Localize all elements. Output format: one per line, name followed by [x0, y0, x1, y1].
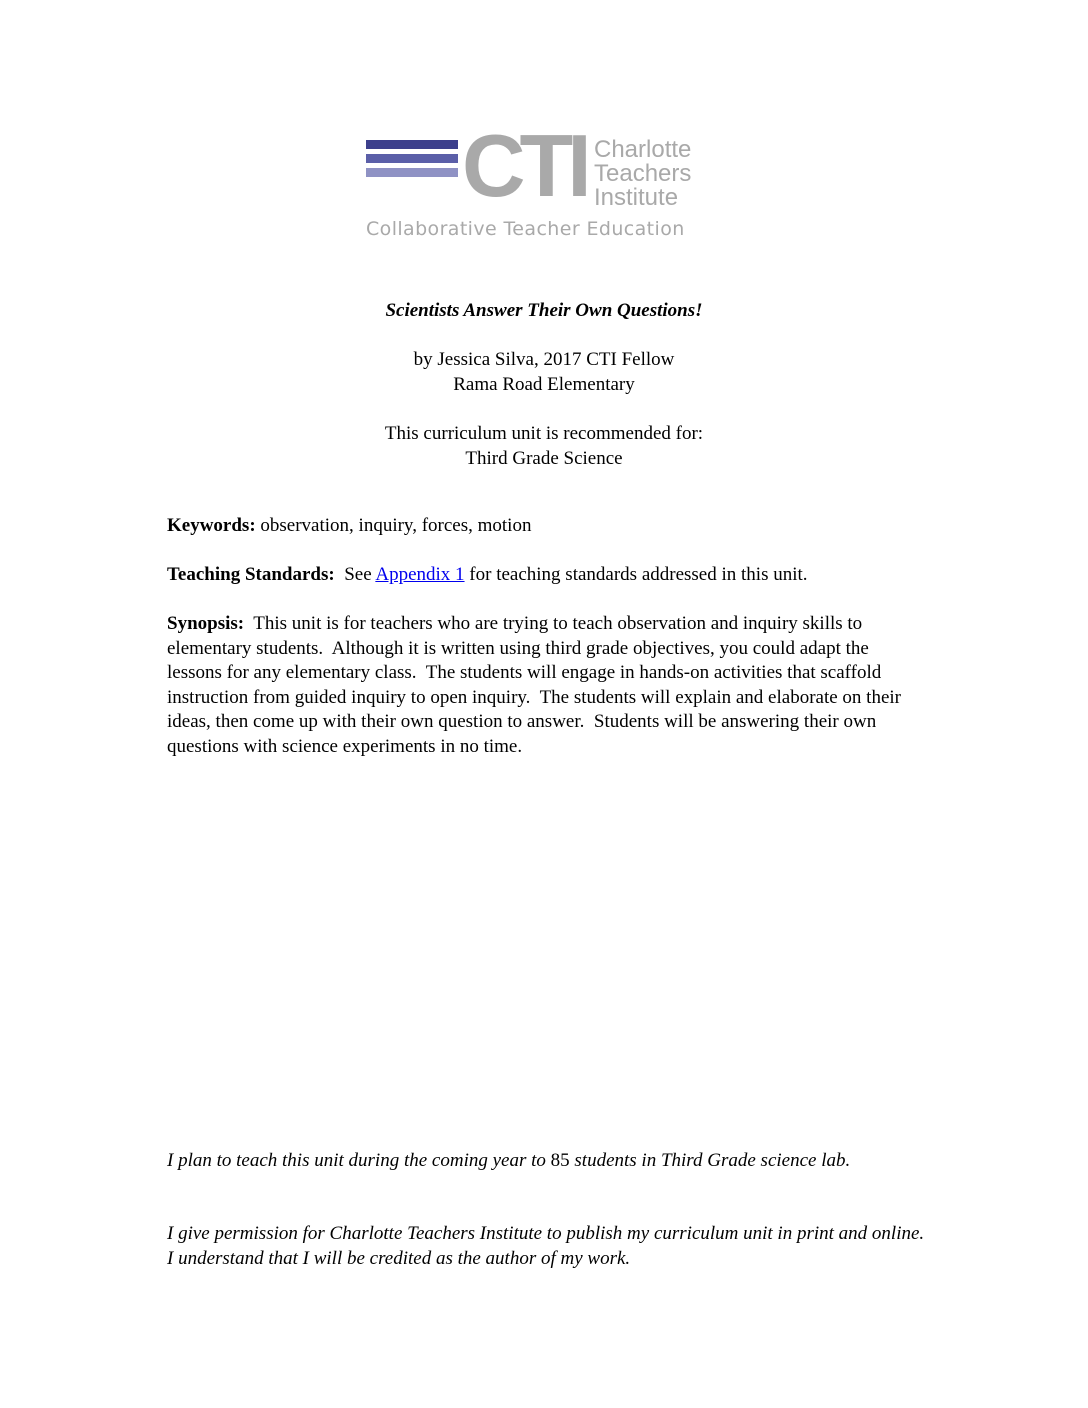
appendix-link[interactable]: Appendix 1 — [375, 564, 465, 585]
school-line: Rama Road Elementary — [453, 374, 635, 395]
logo-org-line-3: Institute — [594, 184, 679, 211]
logo-bar-3 — [366, 168, 458, 177]
recommendation-line-2: Third Grade Science — [465, 448, 623, 469]
standards-post: for teaching standards addressed in this unit. — [464, 564, 808, 585]
plan-statement — [167, 1149, 927, 1174]
unit-title: Scientists Answer Their Own Questions! — [385, 300, 703, 321]
standards-label: Teaching Standards: — [167, 564, 335, 585]
logo-bar-2 — [366, 154, 458, 163]
logo-tagline: Collaborative Teacher Education — [366, 218, 685, 240]
plan-pre: I plan to teach this unit during the coming year to — [167, 1150, 551, 1171]
logo-org-name — [594, 138, 691, 210]
keywords-label: Keywords: — [167, 515, 256, 536]
recommendation — [0, 421, 1088, 471]
author-line: by Jessica Silva, 2017 CTI Fellow — [413, 349, 675, 370]
logo-bar-1 — [366, 140, 458, 149]
synopsis-label: Synopsis: — [167, 613, 245, 634]
logo-mark: CTI — [462, 116, 586, 215]
byline — [0, 347, 1088, 397]
logo-org-line-1: Charlotte — [594, 136, 692, 163]
synopsis-paragraph — [167, 612, 927, 759]
keywords-text: observation, inquiry, forces, motion — [255, 515, 532, 536]
synopsis-text: This unit is for teachers who are trying to teach observation and inquiry skills to elementary students. Although it is written using third grade objectives, you could adapt the lessons for any elementary class. The students will engage in hands-on activities that scaffold instruction from guided inquiry to open inquiry. The students will explain and elaborate on their ideas, then come up with their own question to answer. Students will be answering their own questions with science experiments in no time. — [167, 613, 906, 757]
keywords-paragraph — [167, 514, 927, 539]
logo-org-line-2: Teachers — [594, 160, 692, 187]
standards-paragraph — [167, 563, 927, 588]
permission-statement: I give permission for Charlotte Teachers Institute to publish my curriculum unit in print and online. I understand that I will be credited as the author of my work. — [167, 1223, 925, 1269]
plan-post: students in Third Grade science lab. — [569, 1150, 851, 1171]
logo-bars — [366, 140, 458, 182]
student-count: 85 — [550, 1150, 570, 1171]
standards-pre: See — [334, 564, 376, 585]
cti-logo — [366, 116, 718, 242]
recommendation-line-1: This curriculum unit is recommended for: — [384, 423, 704, 444]
